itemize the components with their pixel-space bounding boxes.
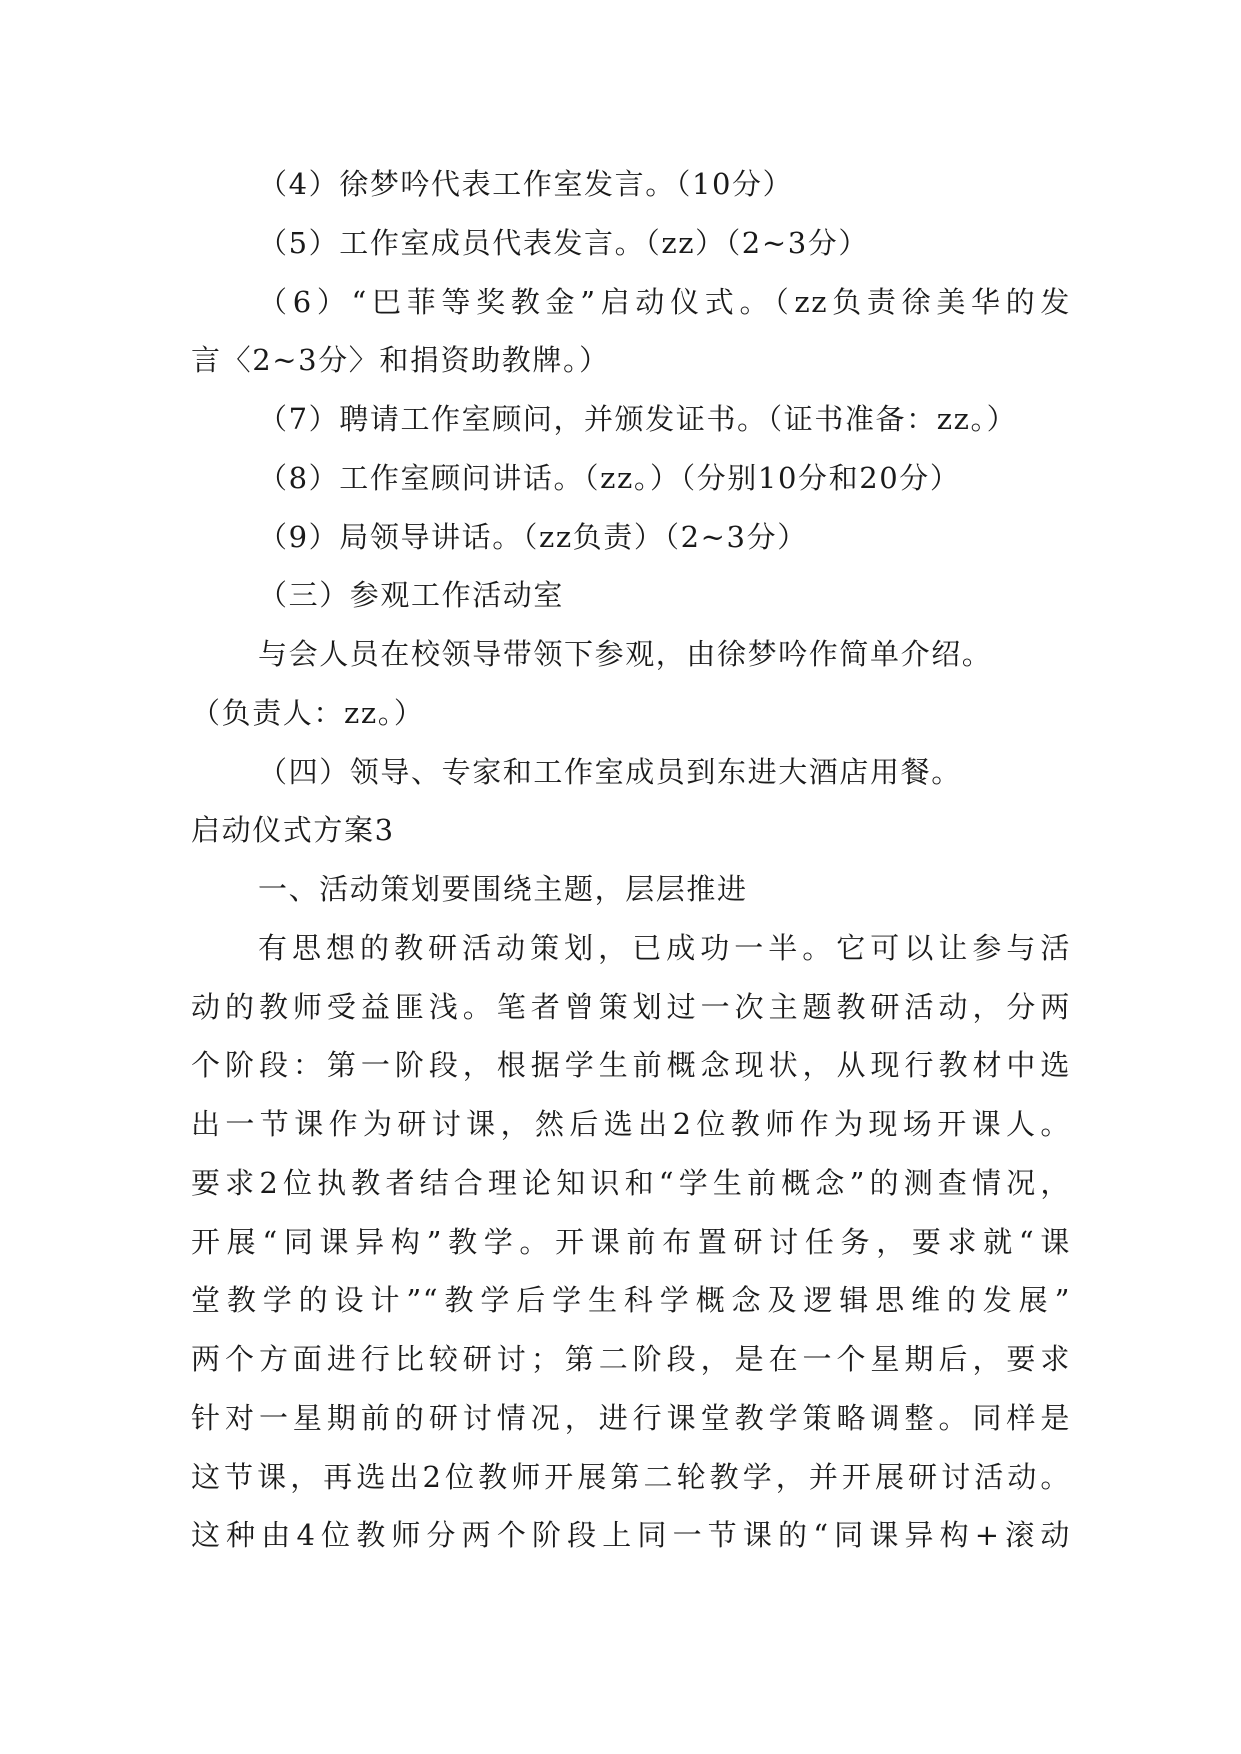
- section-heading: （四）领导、专家和工作室成员到东进大酒店用餐。: [258, 755, 962, 789]
- text-line: 针对一星期前的研讨情况，进行课堂教学策略调整。同样是: [191, 1401, 1071, 1435]
- text-line: （8）工作室顾问讲话。（zz。）（分别10分和20分）: [258, 461, 961, 495]
- text-line: 言〈2~3分〉和捐资助教牌。）: [191, 343, 610, 377]
- text-line: （4）徐梦吟代表工作室发言。（10分）: [258, 167, 794, 201]
- text-line: （6）“巴菲等奖教金”启动仪式。（zz负责徐美华的发: [258, 285, 1071, 319]
- text-line: （7）聘请工作室顾问，并颁发证书。（证书准备：zz。）: [258, 402, 1018, 436]
- text-line: 两个方面进行比较研讨；第二阶段，是在一个星期后，要求: [191, 1342, 1071, 1376]
- text-line: 这节课，再选出2位教师开展第二轮教学，并开展研讨活动。: [191, 1460, 1071, 1494]
- section-heading: 一、活动策划要围绕主题，层层推进: [258, 872, 748, 906]
- text-line: 这种由4位教师分两个阶段上同一节课的“同课异构+滚动: [191, 1518, 1071, 1552]
- text-line: （5）工作室成员代表发言。（zz）（2~3分）: [258, 226, 870, 260]
- text-line: 开展“同课异构”教学。开课前布置研讨任务，要求就“课: [191, 1225, 1071, 1259]
- document-heading: 启动仪式方案3: [191, 813, 395, 847]
- text-line: 堂教学的设计”“教学后学生科学概念及逻辑思维的发展”: [191, 1283, 1071, 1317]
- text-line: （负责人：zz。）: [191, 696, 425, 730]
- text-line: 有思想的教研活动策划，已成功一半。它可以让参与活: [258, 931, 1071, 965]
- text-line: 出一节课作为研讨课，然后选出2位教师作为现场开课人。: [191, 1107, 1071, 1141]
- text-line: 个阶段：第一阶段，根据学生前概念现状，从现行教材中选: [191, 1048, 1071, 1082]
- text-line: 与会人员在校领导带领下参观，由徐梦吟作简单介绍。: [258, 637, 993, 671]
- text-line: （9）局领导讲话。（zz负责）（2~3分）: [258, 520, 808, 554]
- text-line: 动的教师受益匪浅。笔者曾策划过一次主题教研活动，分两: [191, 990, 1071, 1024]
- text-line: 要求2位执教者结合理论知识和“学生前概念”的测查情况，: [191, 1166, 1071, 1200]
- section-heading: （三）参观工作活动室: [258, 578, 565, 612]
